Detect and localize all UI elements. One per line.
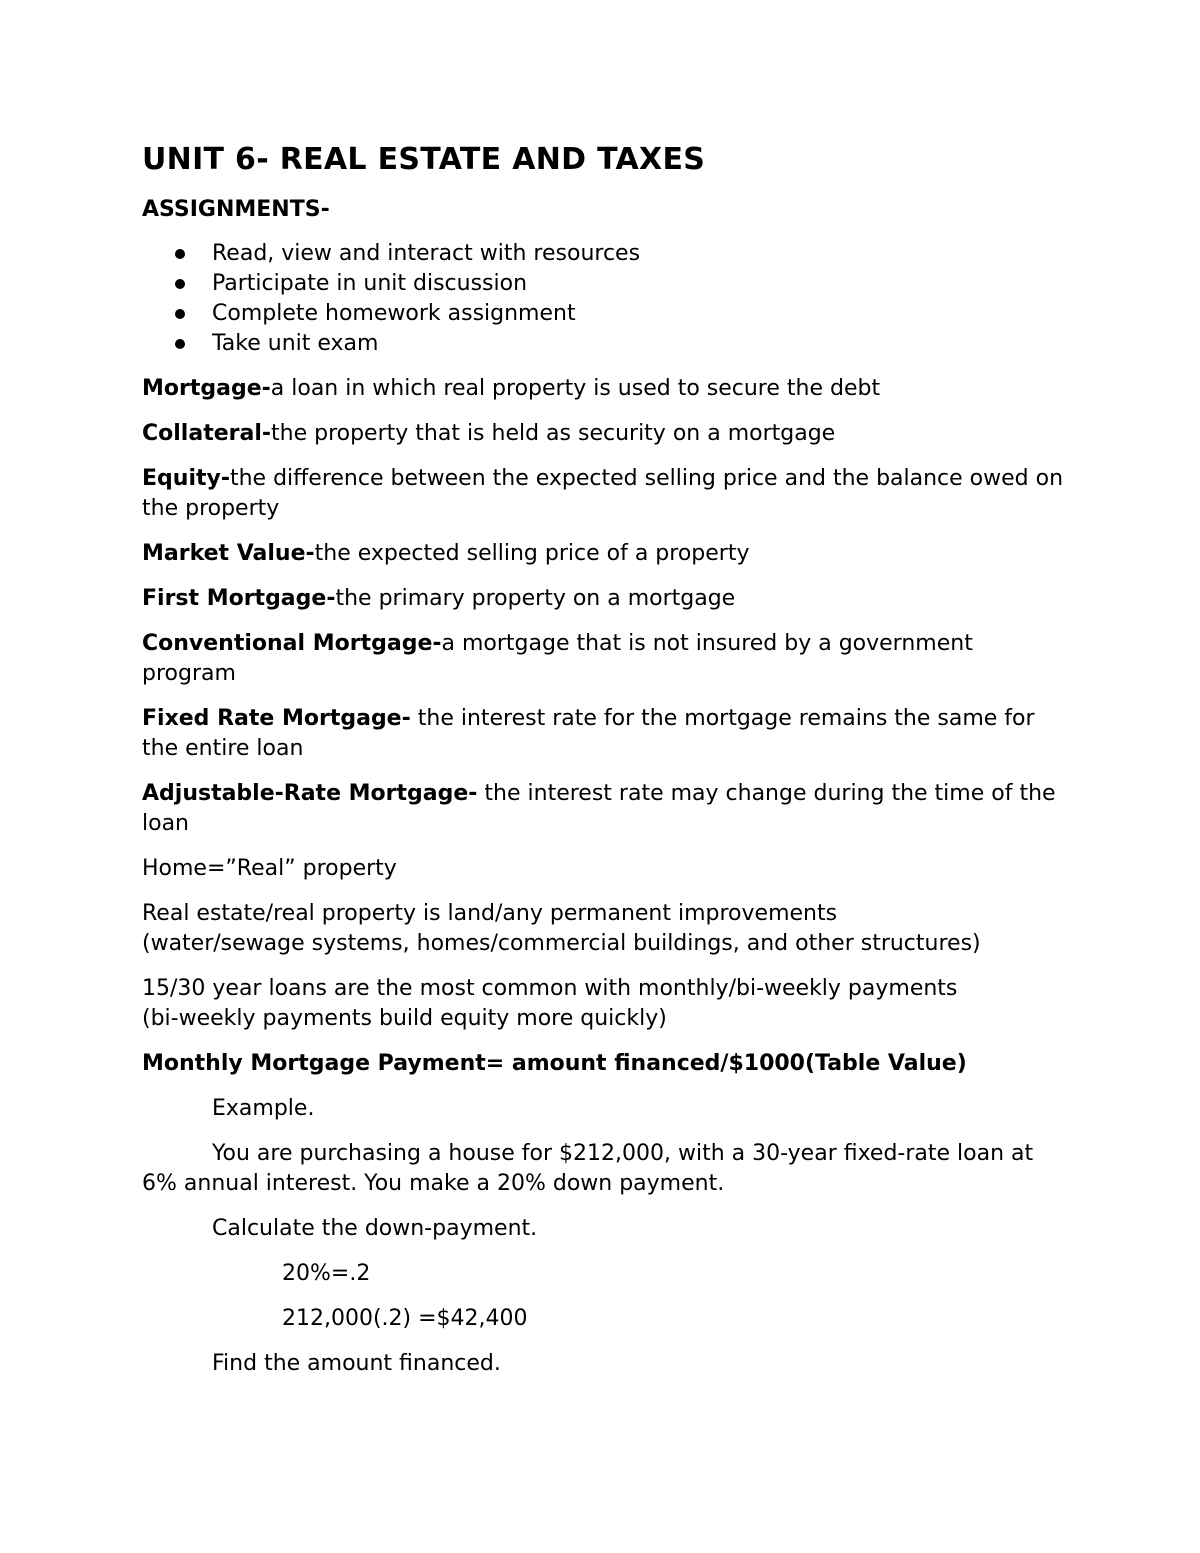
note-real-estate: Real estate/real property is land/any permanent improvements (water/sewage systems, homes/commercial buildings, and other structures) [142,901,981,956]
definition-fixed-rate-mortgage: Fixed Rate Mortgage- the interest rate for the mortgage remains the same for the entire loan [142,706,1035,761]
assignments-list [142,239,1072,359]
example-problem: You are purchasing a house for $212,000, with a 30-year fixed-rate loan at 6% annual interest. You make a 20% down payment. [142,1141,1034,1196]
bullet-icon [175,279,185,289]
definition-collateral: Collateral-the property that is held as security on a mortgage [142,421,836,446]
example-step2: Find the amount financed. [212,1351,501,1376]
definition-market-value: Market Value-the expected selling price of a property [142,541,750,566]
note-home: Home=”Real” property [142,856,397,881]
definition-adjustable-rate-mortgage: Adjustable-Rate Mortgage- the interest rate may change during the time of the loan [142,781,1056,836]
definition-mortgage: Mortgage-a loan in which real property is used to secure the debt [142,376,881,401]
list-item: Take unit exam [212,329,1072,359]
bullet-icon [175,249,185,259]
formula-monthly-payment: Monthly Mortgage Payment= amount financed/$1000(Table Value) [142,1051,967,1076]
definition-first-mortgage: First Mortgage-the primary property on a mortgage [142,586,736,611]
example-label: Example. [212,1096,315,1121]
definition-conventional-mortgage: Conventional Mortgage-a mortgage that is not insured by a government program [142,631,973,686]
list-item: Complete homework assignment [212,299,1072,329]
list-item: Participate in unit discussion [212,269,1072,299]
assignments-heading: ASSIGNMENTS- [142,197,330,222]
document-title: UNIT 6- REAL ESTATE AND TAXES [142,142,706,177]
note-loans: 15/30 year loans are the most common with monthly/bi-weekly payments (bi-weekly payments build equity more quickly) [142,976,958,1031]
document-page [142,140,1072,1394]
example-step1-a: 20%=.2 [282,1261,371,1286]
list-item: Read, view and interact with resources [212,239,1072,269]
definition-equity: Equity-the difference between the expected selling price and the balance owed on the property [142,466,1064,521]
example-step1-b: 212,000(.2) =$42,400 [282,1306,528,1331]
bullet-icon [175,309,185,319]
example-step1: Calculate the down-payment. [212,1216,538,1241]
bullet-icon [175,339,185,349]
